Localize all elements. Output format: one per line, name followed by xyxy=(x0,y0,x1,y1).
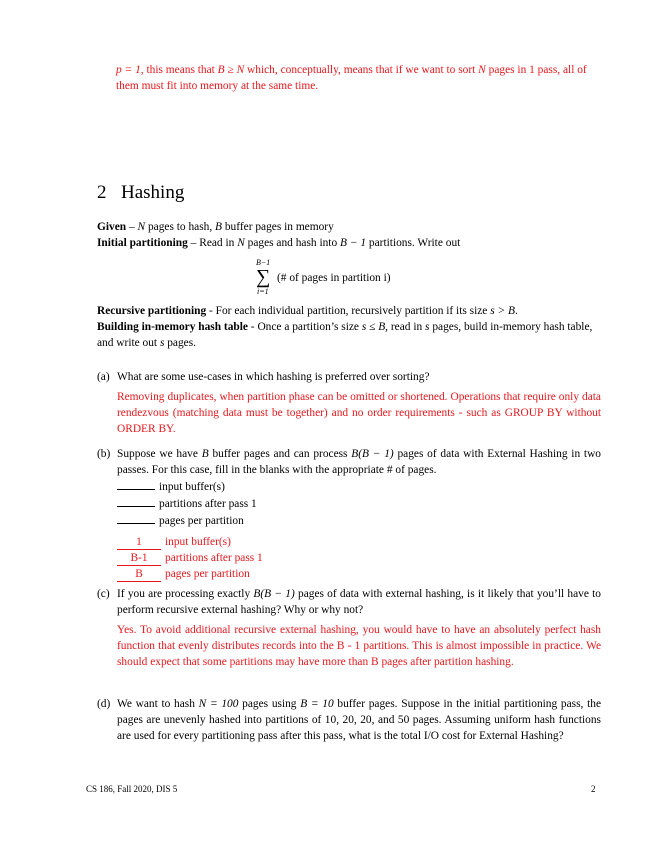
section-heading xyxy=(97,181,184,205)
question-text xyxy=(117,696,601,744)
answer-text: Removing duplicates, when partition phase can be omitted or shortened. Operations that require only data rendezvous (matching data must be together) and no order requirements - such as GROUP BY without ORDER BY. xyxy=(117,391,601,435)
recursive-label: Recursive partitioning xyxy=(97,305,207,317)
question-label: (c) xyxy=(97,588,110,600)
b-times-b-minus-1: B(B − 1) xyxy=(351,448,394,460)
text: buffer pages in memory xyxy=(222,221,334,233)
answer-line xyxy=(117,534,601,550)
building-line xyxy=(97,319,601,351)
filled-blank: B xyxy=(117,568,161,582)
blank-line xyxy=(117,512,601,529)
text: . xyxy=(515,305,518,317)
n-var: N xyxy=(478,64,486,76)
text: pages of data with External Hashing in two passes. For this case, fill in the blanks with the appropriate # of pages. xyxy=(117,448,601,476)
question-text xyxy=(117,586,601,618)
answer-line xyxy=(117,566,601,582)
question-b xyxy=(97,446,601,582)
footer-course: CS 186, Fall 2020, DIS 5 xyxy=(86,784,178,794)
initial-label: Initial partitioning xyxy=(97,237,188,249)
given-line xyxy=(97,219,601,235)
sigma-symbol: ∑ xyxy=(256,266,271,288)
text: pages using xyxy=(238,698,301,710)
b-times-b-minus-1: B(B − 1) xyxy=(253,588,295,600)
summation-formula xyxy=(256,258,476,300)
s-var: s xyxy=(159,337,165,349)
question-c xyxy=(97,586,601,670)
given-label: Given xyxy=(97,221,127,233)
definitions-block xyxy=(97,219,601,251)
text: If you are processing exactly xyxy=(117,588,254,600)
answer-text: Yes. To avoid additional recursive external hashing, you would have to have an absolutely perfect hash function that evenly distributes records into the B - 1 partitions. This is almost impossible in practice. We should expect that some partitions may have more than B pages after partition hashing. xyxy=(117,624,601,668)
sum-lower-bound: i=1 xyxy=(257,287,269,296)
blank-list xyxy=(117,478,601,529)
blank-label: partitions after pass 1 xyxy=(159,498,257,510)
b-equals: B = 10 xyxy=(300,698,334,710)
text: We want to hash xyxy=(117,698,199,710)
question-label: (a) xyxy=(97,371,110,383)
answer-list xyxy=(117,534,601,582)
p-equation: p = 1 xyxy=(116,64,141,76)
text: pages and hash into xyxy=(244,237,341,249)
text: - For each individual partition, recursively partition if its size xyxy=(206,305,491,317)
b-ge-n: B ≥ N xyxy=(217,64,245,76)
text: – xyxy=(126,221,138,233)
definitions-block-2 xyxy=(97,303,601,351)
n-equals: N = 100 xyxy=(198,698,239,710)
s-le-b: s ≤ B xyxy=(361,321,386,333)
sum-body: (# of pages in partition i) xyxy=(277,272,391,284)
question-d xyxy=(97,696,601,744)
answer-label: input buffer(s) xyxy=(165,536,231,548)
n-var: N xyxy=(237,237,245,249)
filled-blank: 1 xyxy=(117,536,161,550)
blank-line xyxy=(117,478,601,495)
s-gt-b: s > B xyxy=(490,305,515,317)
text: – Read in xyxy=(187,237,238,249)
blank-label: input buffer(s) xyxy=(159,481,225,493)
n-var: N xyxy=(137,221,146,233)
page-number: 2 xyxy=(591,784,596,794)
b-var: B xyxy=(215,221,223,233)
sum-upper-bound: B−1 xyxy=(256,258,271,267)
question-a xyxy=(97,369,601,437)
blank xyxy=(117,512,155,524)
filled-blank: B-1 xyxy=(117,552,161,566)
text: pages, build in-memory hash table, and write out xyxy=(97,321,593,349)
recursive-line xyxy=(97,303,601,319)
text: - Once a partition’s size xyxy=(247,321,362,333)
text: buffer pages and can process xyxy=(208,448,352,460)
blank-label: pages per partition xyxy=(159,515,244,527)
answer-line xyxy=(117,550,601,566)
intro-answer xyxy=(116,62,600,94)
question-text xyxy=(117,446,601,478)
text: pages to hash, xyxy=(145,221,216,233)
intro-text: , this means that xyxy=(140,64,218,76)
section-title: Hashing xyxy=(121,182,185,203)
s-var: s xyxy=(425,321,430,333)
text: buffer pages. Suppose in the initial partitioning pass, the pages are unevenly hashed into partitions of 10, 20, 20, and 50 pages. Assuming uniform hash functions are used for every partitioning pass after this pass, what is the total I/O cost for External Hashing? xyxy=(117,698,602,742)
building-label: Building in-memory hash table xyxy=(97,321,248,333)
section-number: 2 xyxy=(97,182,107,203)
question-text: What are some use-cases in which hashing is preferred over sorting? xyxy=(117,371,430,383)
blank xyxy=(117,495,155,507)
blank-line xyxy=(117,495,601,512)
text: pages. xyxy=(164,337,197,349)
question-label: (d) xyxy=(97,698,111,710)
b-var: B xyxy=(201,448,209,460)
answer-label: pages per partition xyxy=(165,568,250,580)
text: , read in xyxy=(385,321,426,333)
b-minus-1: B − 1 xyxy=(340,237,367,249)
question-label: (b) xyxy=(97,448,111,460)
text: Suppose we have xyxy=(117,448,202,460)
text: partitions. Write out xyxy=(366,237,461,249)
initial-partitioning-line xyxy=(97,235,601,251)
blank xyxy=(117,478,155,490)
answer-label: partitions after pass 1 xyxy=(165,552,263,564)
intro-text: pages in 1 pass, all of them must fit into memory at the same time. xyxy=(116,64,587,92)
text: pages of data with external hashing, is it likely that you’ll have to perform recursive external hashing? Why or why not? xyxy=(117,588,601,616)
intro-text: which, conceptually, means that if we want to sort xyxy=(244,64,479,76)
